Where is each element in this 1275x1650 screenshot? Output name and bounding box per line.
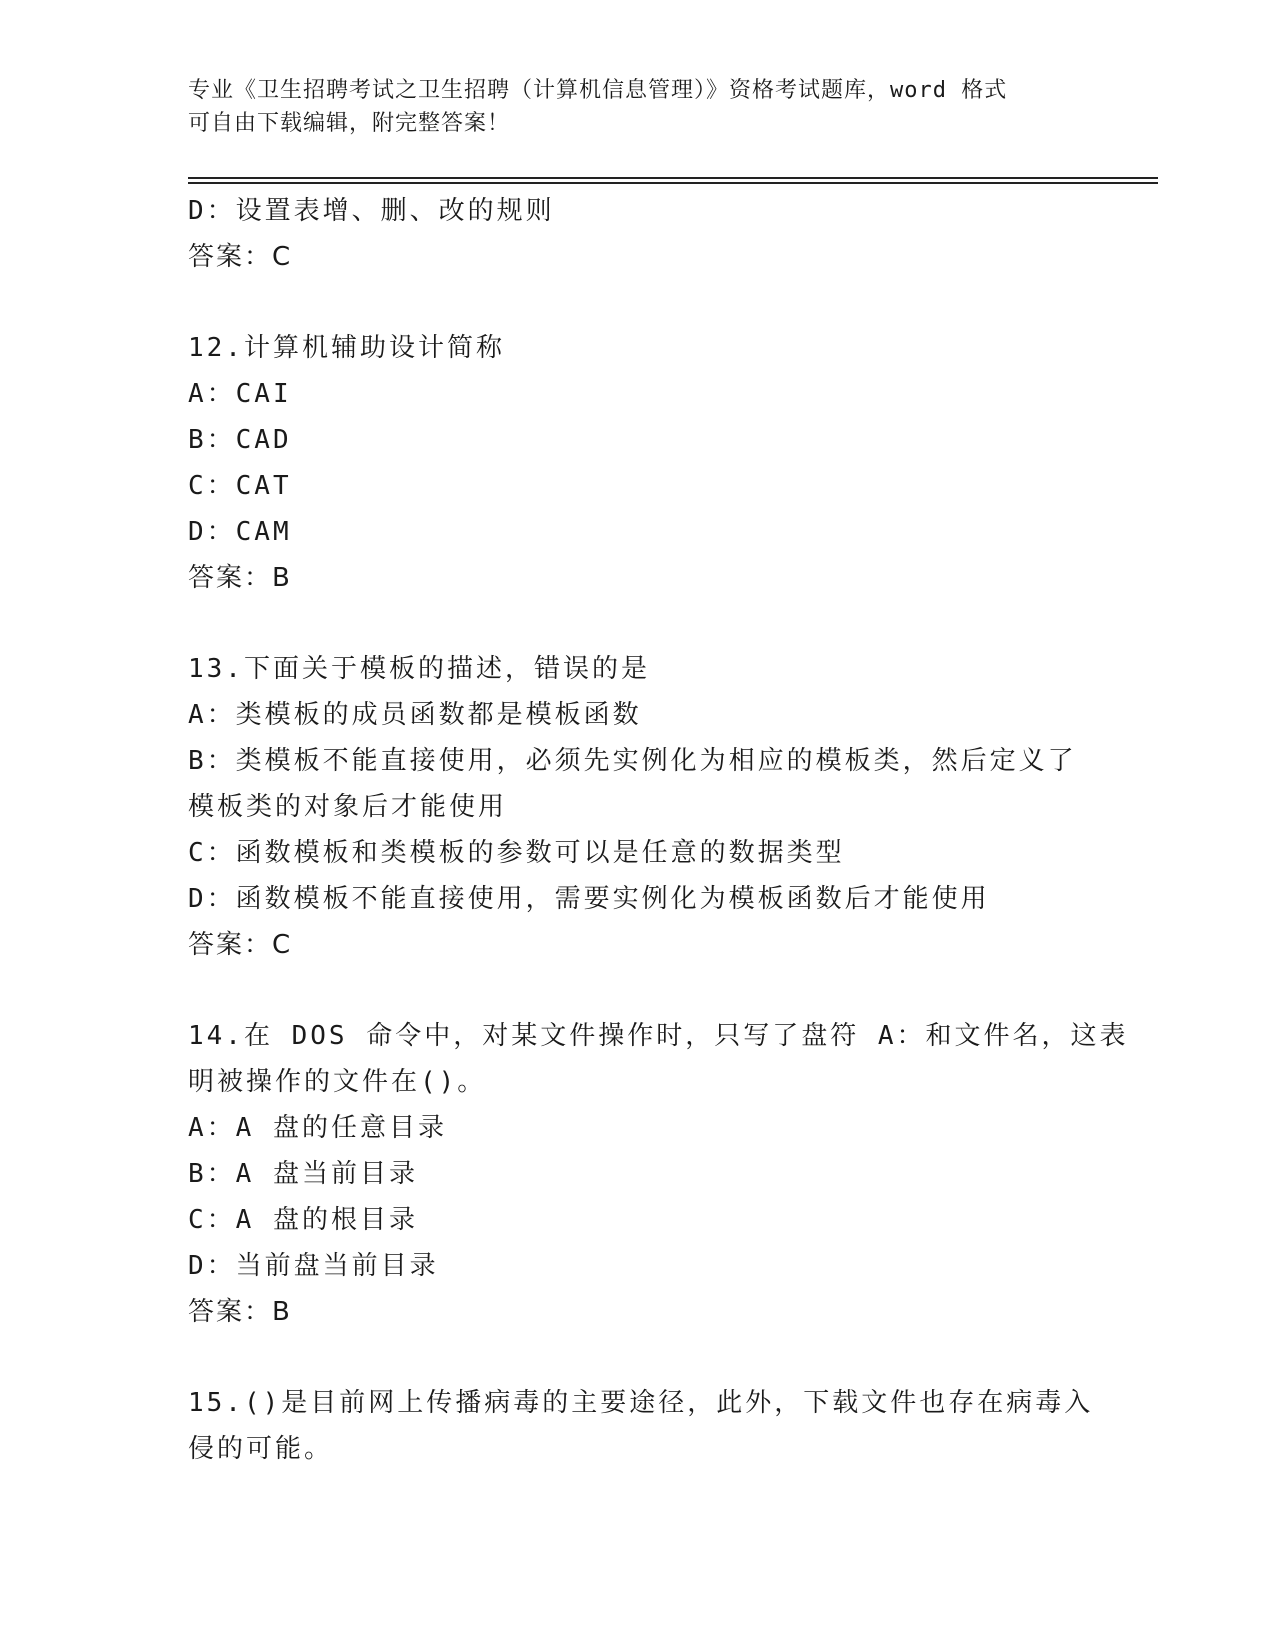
option-b: B：CAD: [188, 425, 292, 455]
option-c: C：CAT: [188, 471, 292, 501]
answer: 答案：C: [188, 242, 293, 272]
option-d: D：函数模板不能直接使用，需要实例化为模板函数后才能使用: [188, 884, 990, 914]
option-c: C：函数模板和类模板的参数可以是任意的数据类型: [188, 838, 845, 868]
header-rule-top: [188, 177, 1158, 179]
answer: 答案：B: [188, 563, 292, 593]
option-d: D：CAM: [188, 517, 292, 547]
answer: 答案：C: [188, 930, 293, 960]
question-15: [188, 1380, 1094, 1472]
option-a: A：A 盘的任意目录: [188, 1113, 447, 1143]
question-stem: 14.在 DOS 命令中，对某文件操作时，只写了盘符 A：和文件名，这表: [188, 1021, 1129, 1051]
option-d: D：当前盘当前目录: [188, 1251, 439, 1281]
answer: 答案：B: [188, 1297, 292, 1327]
option-b: B：A 盘当前目录: [188, 1159, 418, 1189]
question-stem: 12.计算机辅助设计简称: [188, 333, 505, 363]
document-body: [188, 188, 1129, 1472]
option-b: B：类模板不能直接使用，必须先实例化为相应的模板类，然后定义了: [188, 746, 1077, 776]
header-rule-bottom: [188, 182, 1158, 184]
question-14: [188, 1013, 1129, 1335]
question-stem: 15.()是目前网上传播病毒的主要途径，此外，下载文件也存在病毒入: [188, 1388, 1094, 1418]
option-b-continued: 模板类的对象后才能使用: [188, 792, 508, 822]
header-line-2: 可自由下载编辑，附完整答案！: [188, 111, 511, 136]
question-stem-continued: 侵的可能。: [188, 1434, 334, 1464]
question-12: [188, 325, 1088, 601]
document-header: [188, 74, 1078, 140]
question-11-tail: [188, 188, 1088, 280]
option-a: A：CAI: [188, 379, 292, 409]
option-a: A：类模板的成员函数都是模板函数: [188, 700, 642, 730]
option-c: C：A 盘的根目录: [188, 1205, 418, 1235]
option-d: D：设置表增、删、改的规则: [188, 196, 555, 226]
question-stem-continued: 明被操作的文件在()。: [188, 1067, 487, 1097]
header-line-1: 专业《卫生招聘考试之卫生招聘（计算机信息管理）》资格考试题库，word 格式: [188, 78, 1008, 103]
question-stem: 13.下面关于模板的描述，错误的是: [188, 654, 650, 684]
question-13: [188, 646, 1088, 968]
